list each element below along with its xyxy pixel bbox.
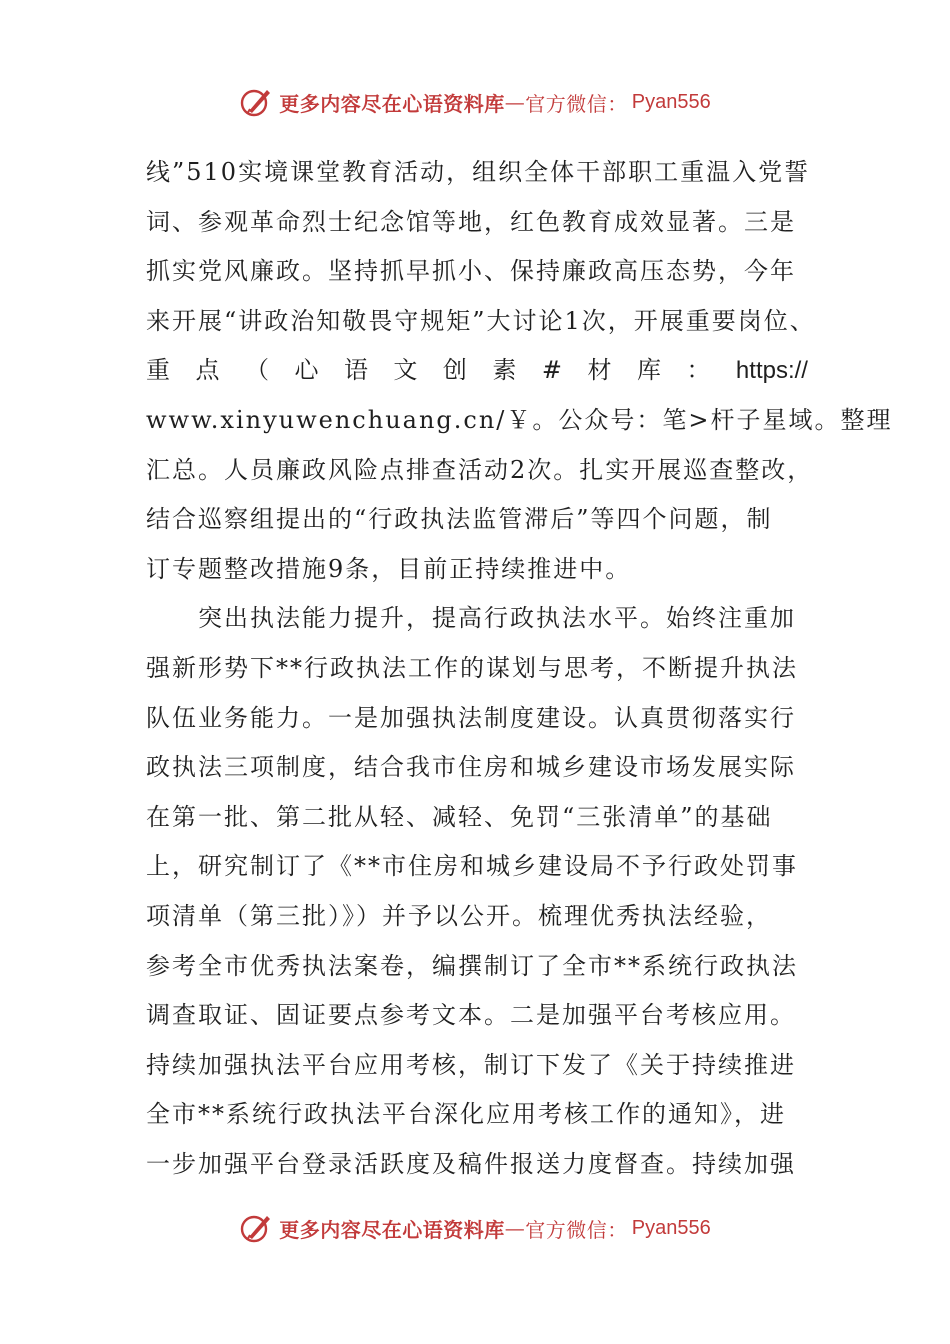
banner-title: 更多内容尽在心语资料库: [279, 1217, 505, 1242]
quill-logo-icon: [239, 85, 273, 119]
body-line: 在第一批、第二批从轻、减轻、免罚“三张清单”的基础: [146, 802, 773, 831]
body-line: 全市**系统行政执法平台深化应用考核工作的通知》，进: [146, 1100, 786, 1129]
spread-url: https://: [735, 357, 808, 385]
body-line: 一步加强平台登录活跃度及稿件报送力度督查。持续加强: [146, 1149, 796, 1178]
footer-banner: [0, 1208, 950, 1248]
spread-char: 创: [442, 356, 467, 385]
spread-char: #: [541, 356, 562, 385]
spread-char: 点: [195, 356, 220, 385]
body-line: 项清单（第三批）》）并予以公开。梳理优秀执法经验，: [146, 901, 772, 930]
banner-wechat-label: 官方微信：: [525, 1217, 628, 1242]
spread-char: 语: [343, 356, 368, 385]
body-line: 词、参观革命烈士纪念馆等地，红色教育成效显著。三是: [146, 207, 796, 236]
body-line: 抓实党风廉政。坚持抓早抓小、保持廉政高压态势，今年: [146, 257, 796, 286]
banner-dash: —: [504, 1216, 526, 1240]
body-line: 政执法三项制度，结合我市住房和城乡建设市场发展实际: [146, 753, 796, 782]
body-line: 参考全市优秀执法案卷，编撰制订了全市**系统行政执法: [146, 951, 798, 980]
body-line: 持续加强执法平台应用考核，制订下发了《关于持续推进: [146, 1050, 796, 1079]
banner-wechat-id: Pyan556: [631, 1216, 711, 1239]
body-line: 队伍业务能力。一是加强执法制度建设。认真贯彻落实行: [146, 703, 796, 732]
quill-logo-icon: [239, 1211, 273, 1245]
body-line: 线”510实境课堂教育活动，组织全体干部职工重温入党誓: [146, 158, 811, 186]
body-line: 突出执法能力提升，提高行政执法水平。始终注重加: [146, 604, 796, 633]
banner-dash: —: [504, 90, 526, 114]
body-line-spread: [146, 346, 808, 396]
banner-wechat-id: Pyan556: [631, 90, 711, 113]
body-line: 调查取证、固证要点参考文本。二是加强平台考核应用。: [146, 1001, 796, 1030]
spread-char: 重: [146, 356, 170, 385]
spread-char: 心: [294, 356, 319, 385]
banner-wechat-label: 官方微信：: [525, 91, 628, 116]
body-line: 订专题整改措施9条，目前正持续推进中。: [146, 554, 632, 583]
body-line: 上，研究制订了《**市住房和城乡建设局不予行政处罚事: [146, 852, 798, 881]
body-line: 汇总。人员廉政风险点排查活动2次。扎实开展巡查整改，: [146, 455, 814, 484]
body-line: 强新形势下**行政执法工作的谋划与思考，不断提升执法: [146, 653, 798, 682]
body-line: www.xinyuwenchuang.cn/￥。公众号：笔>杆子星域。整理: [146, 405, 893, 434]
banner-title: 更多内容尽在心语资料库: [279, 91, 505, 116]
spread-char: 材: [587, 356, 612, 385]
spread-char: 素: [492, 356, 517, 385]
spread-char: 库: [636, 356, 661, 385]
document-body: [146, 148, 893, 1189]
spread-char: ：: [686, 356, 711, 385]
spread-char: （: [244, 356, 269, 385]
header-banner: [0, 82, 950, 122]
spread-char: 文: [393, 356, 418, 385]
body-line: 来开展“讲政治知敬畏守规矩”大讨论1次，开展重要岗位、: [146, 306, 816, 335]
body-line: 结合巡察组提出的“行政执法监管滞后”等四个问题，制: [146, 505, 773, 534]
